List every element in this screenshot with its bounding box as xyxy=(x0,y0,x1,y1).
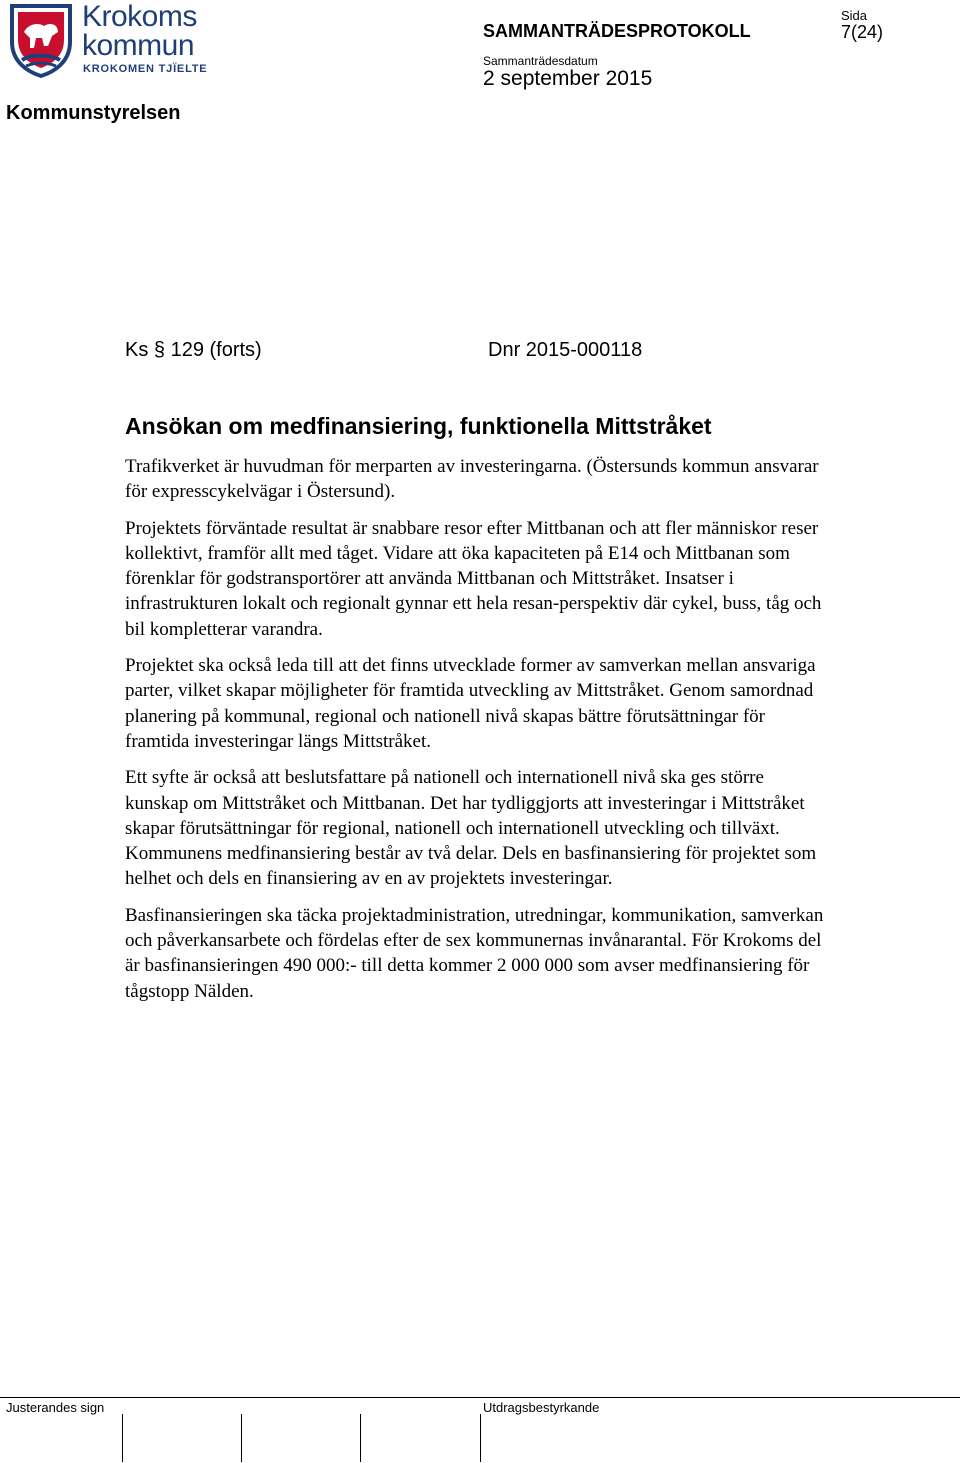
signature-box-divider xyxy=(241,1414,242,1462)
signature-box-divider xyxy=(360,1414,361,1462)
meeting-date: 2 september 2015 xyxy=(483,67,653,90)
section-heading: Ansökan om medfinansiering, funktionella Mittstråket xyxy=(125,413,712,439)
logo-subtitle: KROKOMEN TJÏELTE xyxy=(83,63,208,75)
adjuster-signature-label: Justerandes sign xyxy=(6,1400,105,1415)
logo-name-line2: kommun xyxy=(82,29,195,62)
diary-number: Dnr 2015-000118 xyxy=(488,339,643,361)
footer-divider xyxy=(0,1397,960,1398)
document-title: SAMMANTRÄDESPROTOKOLL xyxy=(483,21,751,41)
paragraph: Basfinansieringen ska täcka projektadministration, utredningar, kommunikation, samverkan och påverkansarbete och fördelas efter de sex kommunernas invånarantal. För Krokoms del är basfinansieringen 490 000:- till detta kommer 2 000 000 som avser medfinansiering för tågstopp Nälden. xyxy=(125,904,824,1002)
date-label: Sammanträdesdatum xyxy=(483,54,598,68)
signature-box-divider xyxy=(122,1414,123,1462)
body-text xyxy=(125,454,825,1015)
case-reference: Ks § 129 (forts) xyxy=(125,339,262,361)
logo-name-line1: Krokoms xyxy=(82,0,197,33)
signature-box-divider xyxy=(480,1414,481,1462)
paragraph: Projektets förväntade resultat är snabbare resor efter Mittbanan och att fler människor reser kollektivt, framför allt med tåget. Vidare att öka kapaciteten på E14 och Mittbanan som förenklar för godstransportörer att använda Mittbanan och Mittstråket. Insatser i infrastrukturen lokalt och regionalt gynnar ett hela resan-perspektiv där cykel, buss, tåg och bil kompletterar varandra. xyxy=(125,517,822,640)
krokoms-kommun-logo xyxy=(8,2,208,78)
page-number: 7(24) xyxy=(841,22,884,42)
organization-name: Kommunstyrelsen xyxy=(6,102,181,124)
paragraph: Kommunens medfinansiering består av två delar. Dels en basfinansiering för projektet som helhet och dels en finansiering av en av projektets investeringar. xyxy=(125,843,817,890)
paragraph: Trafikverket är huvudman för merparten av investeringarna. (Östersunds kommun ansvarar för expresscykelvägar i Östersund). xyxy=(125,456,819,503)
paragraph: Projektet ska också leda till att det finns utvecklade former av samverkan mellan ansvariga parter, vilket skapar möjligheter för framtida utveckling av Mittstråket. Genom samordnad planering på kommunal, regional och nationell nivå skapas bättre förutsättningar för framtida investeringar längs Mittstråket. xyxy=(125,655,816,752)
paragraph: Ett syfte är också att beslutsfattare på nationell och internationell nivå ska ges större kunskap om Mittstråket och Mittbanan. Det har tydliggjorts att investeringar i Mittstråket skapar förutsättningar för regional, nationell och internationell utveckling och tillväxt. xyxy=(125,767,805,839)
coat-of-arms-icon xyxy=(8,2,74,78)
extract-certification-label: Utdragsbestyrkande xyxy=(483,1400,600,1415)
page-label: Sida xyxy=(841,8,868,23)
